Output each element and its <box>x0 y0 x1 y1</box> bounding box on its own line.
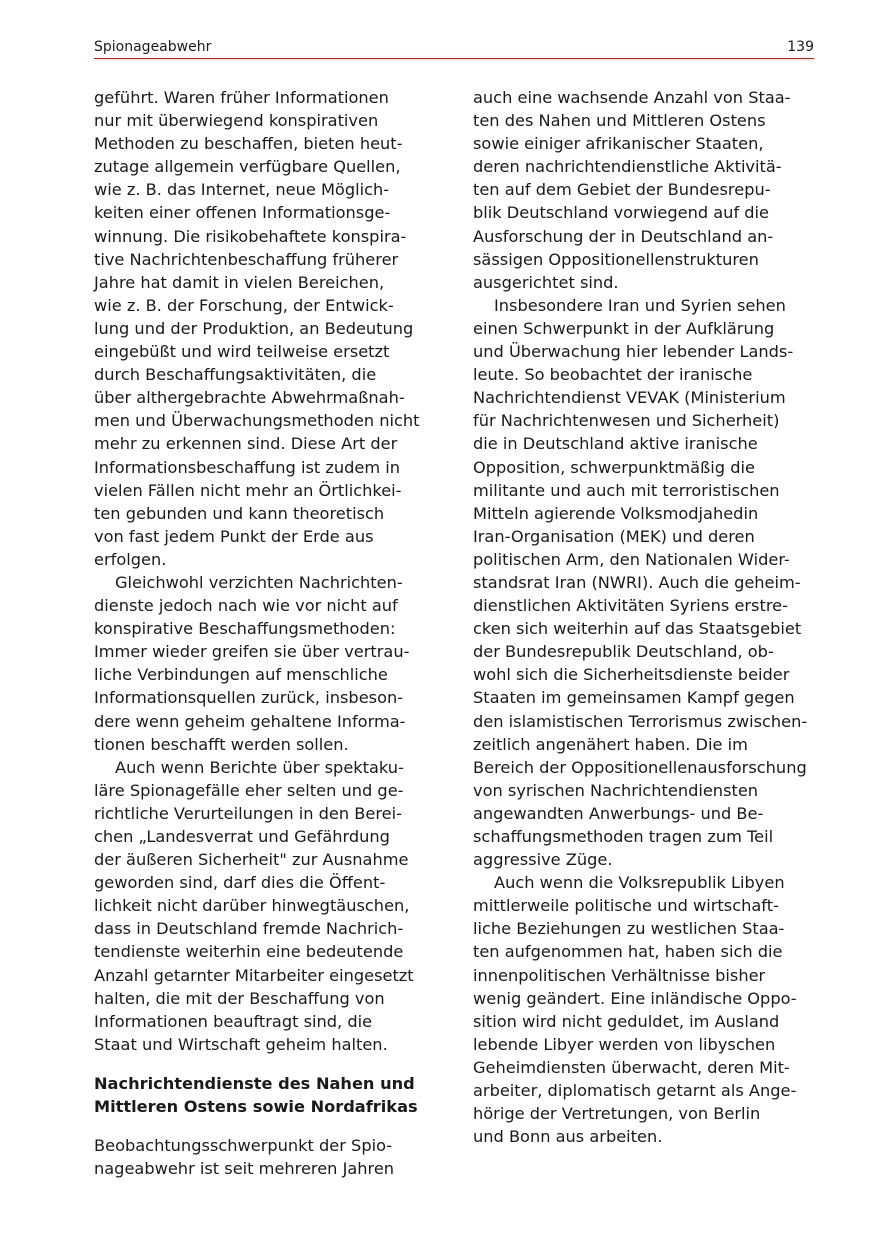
text-line: Ausforschung der in Deutschland an- <box>473 226 774 246</box>
text-line: liche Verbindungen auf menschliche <box>94 665 388 685</box>
text-line: durch Beschaffungsaktivitäten, die <box>94 365 377 385</box>
text-line: Methoden zu beschaffen, bieten heut- <box>94 134 403 154</box>
text-line: Insbesondere Iran und Syrien sehen <box>494 295 786 315</box>
text-line: angewandten Anwerbungs- und Be- <box>473 803 764 823</box>
text-line: aggressive Züge. <box>473 850 613 870</box>
paragraph <box>94 571 436 756</box>
text-line: Nachrichtendienste des Nahen und <box>94 1073 415 1093</box>
text-line: geführt. Waren früher Informationen <box>94 88 389 107</box>
text-line: ten aufgenommen hat, haben sich die <box>473 942 783 962</box>
text-line: ten gebunden und kann theoretisch <box>94 503 385 523</box>
text-line: Mittleren Ostens sowie Nordafrikas <box>94 1097 418 1117</box>
text-line: Geheimdiensten überwacht, deren Mit- <box>473 1057 790 1077</box>
text-line: leute. So beobachtet der iranische <box>473 365 753 385</box>
text-line: dienste jedoch nach wie vor nicht auf <box>94 596 398 616</box>
text-line: halten, die mit der Beschaffung von <box>94 988 385 1008</box>
text-line: richtliche Verurteilungen in den Berei- <box>94 803 402 823</box>
text-line: winnung. Die risikobehaftete konspira- <box>94 226 407 246</box>
text-line: deren nachrichtendienstliche Aktivitä- <box>473 157 782 177</box>
text-line: cken sich weiterhin auf das Staatsgebiet <box>473 619 802 639</box>
text-line: läre Spionagefälle eher selten und ge- <box>94 780 404 800</box>
text-line: zeitlich angenähert haben. Die im <box>473 734 748 754</box>
text-line: für Nachrichtenwesen und Sicherheit) <box>473 411 780 431</box>
text-line: tendienste weiterhin eine bedeutende <box>94 942 404 962</box>
text-line: Jahre hat damit in vielen Bereichen, <box>94 272 385 292</box>
paragraph <box>94 86 436 571</box>
text-line: Staat und Wirtschaft geheim halten. <box>94 1034 388 1054</box>
text-line: liche Beziehungen zu westlichen Staa- <box>473 919 785 939</box>
text-line: der Bundesrepublik Deutschland, ob- <box>473 642 774 662</box>
text-line: Iran-Organisation (MEK) und deren <box>473 526 755 546</box>
paragraph <box>94 756 436 1056</box>
left-column <box>94 86 436 1180</box>
text-line: und Bonn aus arbeiten. <box>473 1127 663 1147</box>
text-line: dere wenn geheim gehaltene Informa- <box>94 711 406 731</box>
text-line: vielen Fällen nicht mehr an Örtlichkei- <box>94 480 402 500</box>
text-line: eingebüßt und wird teilweise ersetzt <box>94 342 390 362</box>
text-line: hörige der Vertretungen, von Berlin <box>473 1104 761 1124</box>
text-line: Mitteln agierende Volksmodjahedin <box>473 503 759 523</box>
text-line: Opposition, schwerpunktmäßig die <box>473 457 755 477</box>
text-line: standsrat Iran (NWRI). Auch die geheim- <box>473 572 801 592</box>
paragraph <box>94 1134 436 1180</box>
text-line: militante und auch mit terroristischen <box>473 480 780 500</box>
text-line: ten auf dem Gebiet der Bundesrepu- <box>473 180 771 200</box>
text-line: wenig geändert. Eine inländische Oppo- <box>473 988 797 1008</box>
text-line: mehr zu erkennen sind. Diese Art der <box>94 434 398 454</box>
text-line: wohl sich die Sicherheitsdienste beider <box>473 665 790 685</box>
text-line: Anzahl getarnter Mitarbeiter eingesetzt <box>94 965 414 985</box>
text-line: politischen Arm, den Nationalen Wider- <box>473 549 790 569</box>
text-line: lung und der Produktion, an Bedeutung <box>94 318 414 338</box>
paragraph <box>473 871 815 1148</box>
text-line: von syrischen Nachrichtendiensten <box>473 780 759 800</box>
text-line: der äußeren Sicherheit" zur Ausnahme <box>94 850 409 870</box>
text-line: konspirative Beschaffungsmethoden: <box>94 619 396 639</box>
page-number: 139 <box>787 39 814 55</box>
text-line: Immer wieder greifen sie über vertrau- <box>94 642 410 662</box>
text-line: lebende Libyer werden von libyschen <box>473 1034 776 1054</box>
text-line: lichkeit nicht darüber hinwegtäuschen, <box>94 896 410 916</box>
right-column <box>473 86 815 1148</box>
paragraph <box>473 86 815 294</box>
text-line: sowie einiger afrikanischer Staaten, <box>473 134 764 154</box>
text-line: erfolgen. <box>94 549 167 569</box>
paragraph <box>473 294 815 871</box>
text-line: Nachrichtendienst VEVAK (Ministerium <box>473 388 786 408</box>
text-line: Staaten im gemeinsamen Kampf gegen <box>473 688 795 708</box>
text-line: Bereich der Oppositionellenausforschung <box>473 757 807 777</box>
text-line: zutage allgemein verfügbare Quellen, <box>94 157 401 177</box>
text-line: Informationsbeschaffung ist zudem in <box>94 457 401 477</box>
text-line: ten des Nahen und Mittleren Ostens <box>473 111 766 131</box>
text-line: sässigen Oppositionellenstrukturen <box>473 249 759 269</box>
text-line: wie z. B. der Forschung, der Entwick- <box>94 295 394 315</box>
text-line: über althergebrachte Abwehrmaßnah- <box>94 388 405 408</box>
section-heading <box>94 1072 436 1118</box>
text-line: auch eine wachsende Anzahl von Staa- <box>473 88 791 107</box>
text-line: Auch wenn die Volksrepublik Libyen <box>494 873 785 893</box>
text-line: wie z. B. das Internet, neue Möglich- <box>94 180 390 200</box>
text-line: Informationen beauftragt sind, die <box>94 1011 373 1031</box>
text-line: und Überwachung hier lebender Lands- <box>473 342 794 362</box>
text-line: Informationsquellen zurück, insbeson- <box>94 688 404 708</box>
text-line: nageabwehr ist seit mehreren Jahren <box>94 1159 395 1179</box>
text-line: innenpolitischen Verhältnisse bisher <box>473 965 766 985</box>
text-line: dass in Deutschland fremde Nachrich- <box>94 919 404 939</box>
text-line: die in Deutschland aktive iranische <box>473 434 758 454</box>
text-line: blik Deutschland vorwiegend auf die <box>473 203 770 223</box>
text-line: chen „Landesverrat und Gefährdung <box>94 827 390 846</box>
text-line: arbeiter, diplomatisch getarnt als Ange- <box>473 1081 797 1101</box>
text-line: Gleichwohl verzichten Nachrichten- <box>115 572 403 592</box>
text-line: men und Überwachungsmethoden nicht <box>94 411 420 431</box>
text-line: geworden sind, darf dies die Öffent- <box>94 873 386 893</box>
text-line: tive Nachrichtenbeschaffung früherer <box>94 249 399 269</box>
text-line: nur mit überwiegend konspirativen <box>94 111 379 131</box>
text-line: keiten einer offenen Informationsge- <box>94 203 391 223</box>
running-header <box>94 36 814 59</box>
text-line: von fast jedem Punkt der Erde aus <box>94 526 374 546</box>
section-title: Spionageabwehr <box>94 39 212 55</box>
text-line: den islamistischen Terrorismus zwischen- <box>473 711 808 731</box>
text-line: Auch wenn Berichte über spektaku- <box>115 757 404 777</box>
text-line: mittlerweile politische und wirtschaft- <box>473 896 779 916</box>
text-line: ausgerichtet sind. <box>473 272 619 292</box>
text-line: Beobachtungsschwerpunkt der Spio- <box>94 1136 393 1156</box>
text-line: tionen beschafft werden sollen. <box>94 734 349 754</box>
text-line: sition wird nicht geduldet, im Ausland <box>473 1011 780 1031</box>
text-line: schaffungsmethoden tragen zum Teil <box>473 827 774 846</box>
text-line: dienstlichen Aktivitäten Syriens erstre- <box>473 596 788 616</box>
text-line: einen Schwerpunkt in der Aufklärung <box>473 318 775 338</box>
